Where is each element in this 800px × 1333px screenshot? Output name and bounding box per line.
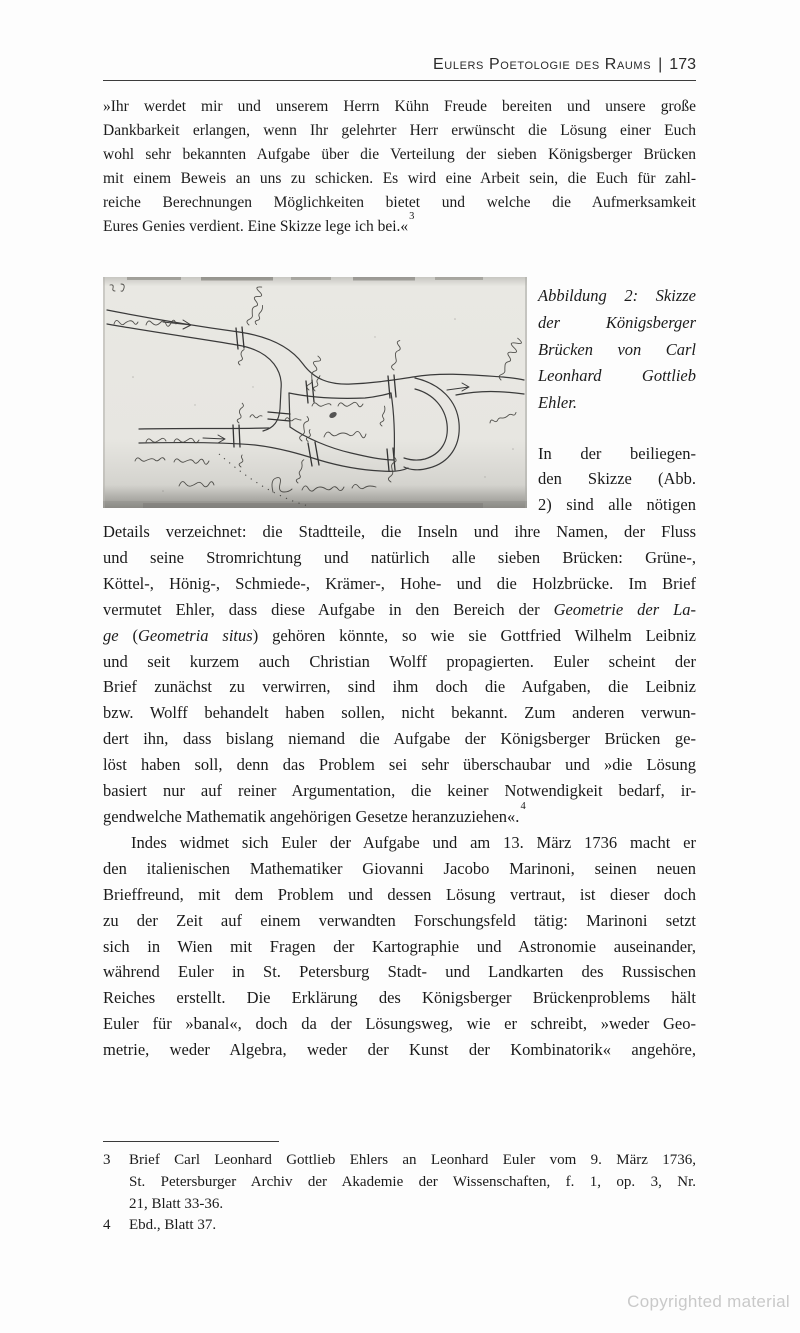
footnote-text — [129, 1150, 696, 1215]
text-line: wohl sehr bekannten Aufgabe über die Verteilung der sieben Königsberger Brücken — [103, 146, 696, 163]
text-line: St. Petersburger Archiv der Akademie der Wissenschaften, f. 1, op. 3, Nr. — [129, 1173, 696, 1190]
text-line: löst haben soll, denn das Problem sei sehr überschaubar und »die Lösung — [103, 755, 696, 775]
footnote — [103, 1150, 696, 1215]
text-line: sich in Wien mit Fragen der Kartographie und Astronomie auseinander, — [103, 936, 696, 956]
text-line: Dankbarkeit erlangen, wenn Ihr gelehrter Herr erwünscht die Lösung einer Euch — [103, 122, 696, 139]
text-line: gendwelche Mathematik angehörigen Gesetze heranzuziehen«.$^4$ — [103, 801, 526, 826]
text-line: Köttel-, Hönig-, Schmiede-, Krämer-, Hohe- und die Holzbrücke. Im Brief — [103, 573, 696, 593]
text-line: bzw. Wolff behandelt haben sollen, nicht bekannt. Zum anderen verwun- — [103, 703, 696, 723]
footnote-separator — [103, 1141, 279, 1142]
quote-paragraph — [103, 95, 696, 239]
text-line: »Ihr werdet mir und unserem Herrn Kühn Freude bereiten und unsere große — [103, 98, 696, 115]
figure-caption — [538, 283, 696, 417]
text-line: Reiches erstellt. Die Erklärung des Königsberger Brückenproblems hält — [103, 988, 696, 1008]
figure-image — [103, 277, 527, 508]
footnote-marker-4: 4 — [520, 801, 526, 813]
text-line: reiche Berechnungen Möglichkeiten bietet und welche die Aufmerksamkeit — [103, 194, 696, 211]
copyright-watermark: Copyrighted material — [627, 1292, 790, 1311]
text-line: den italienischen Mathematiker Giovanni Jacobo Marinoni, seinen neuen — [103, 858, 696, 878]
footnotes-section — [103, 1141, 696, 1237]
footnote-number: 4 — [103, 1217, 111, 1234]
text-line: ge (Geometria situs) gehören könnte, so wie sie Gottfried Wilhelm Leibniz — [103, 625, 696, 645]
text-line: Indes widmet sich Euler der Aufgabe und am 13. März 1736 macht er — [131, 832, 696, 852]
text-line: basiert nur auf reiner Argumentation, die keiner Notwendigkeit bedarf, ir- — [103, 781, 696, 801]
text-line: Brief zunächst zu verwirren, sind ihm doch die Aufgaben, die Leibniz — [103, 677, 696, 697]
text-line: vermutet Ehler, dass diese Aufgabe in den Bereich der Geometrie der La- — [103, 599, 697, 619]
text-line: dert ihn, dass bislang niemand die Aufgabe der Königsberger Brücken ge- — [103, 729, 696, 749]
page-number: 173 — [669, 56, 696, 73]
page-header — [103, 56, 696, 81]
text-line: Brief Carl Leonhard Gottlieb Ehlers an Leonhard Euler vom 9. März 1736, — [129, 1152, 696, 1168]
text-line: zu der Zeit auf einem verwandten Forschungsfeld tätig: Marinoni setzt — [103, 910, 696, 930]
caption-line: Abbildung 2: Skizze — [538, 286, 696, 305]
text-line: In der beiliegen- — [538, 444, 696, 463]
caption-line: Ehler. — [538, 393, 577, 412]
footnote — [103, 1215, 696, 1237]
text-line: Euler für »banal«, doch da der Lösungsweg, wie er schreibt, »weder Geo- — [103, 1014, 696, 1034]
text-line: metrie, weder Algebra, weder der Kunst der Kombinatorik« angehöre, — [103, 1040, 696, 1060]
text-line: den Skizze (Abb. — [538, 469, 696, 489]
text-line: Details verzeichnet: die Stadtteile, die Inseln und ihre Namen, der Fluss — [103, 522, 696, 541]
body-text — [103, 519, 696, 1063]
footnote-marker-3: 3 — [409, 210, 415, 222]
header-separator: | — [658, 56, 663, 73]
text-line: Brieffreund, mit dem Problem und dessen Lösung vertraut, ist dieser doch — [103, 884, 696, 904]
text-line: 2) sind alle nötigen — [538, 494, 696, 514]
caption-line: Leonhard Gottlieb — [538, 366, 696, 386]
footnote-number: 3 — [103, 1152, 111, 1168]
text-line: 21, Blatt 33-36. — [129, 1195, 224, 1212]
caption-line: Brücken von Carl — [538, 339, 696, 359]
text-line: Eures Genies verdient. Eine Skizze lege ich bei.«$^3$ — [103, 210, 415, 235]
text-line: und seine Stromrichtung und natürlich alle sieben Brücken: Grüne-, — [103, 547, 696, 567]
sketch-paper — [103, 277, 527, 508]
text-line: mit einem Beweis an uns zu schicken. Es wird eine Arbeit sein, die Euch für zahl- — [103, 170, 696, 187]
running-title: Eulers Poetologie des Raums — [433, 56, 652, 73]
koenigsberg-sketch — [103, 277, 527, 508]
wrap-text-column — [538, 441, 696, 517]
footnote-text — [129, 1215, 696, 1237]
caption-line: der Königsberger — [538, 312, 696, 332]
text-line: Ebd., Blatt 37. — [129, 1217, 217, 1234]
text-line: und seit kurzem auch Christian Wolff propagierten. Euler scheint der — [103, 651, 696, 671]
text-line: während Euler in St. Petersburg Stadt- und Landkarten des Russischen — [103, 962, 696, 982]
